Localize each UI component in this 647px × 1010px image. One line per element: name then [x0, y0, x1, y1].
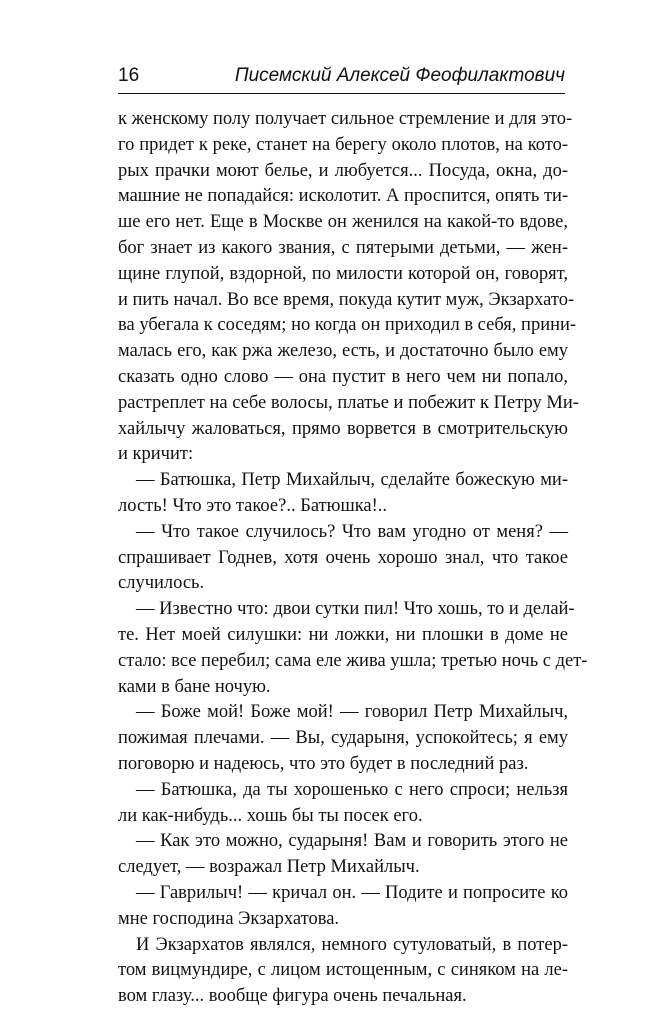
text-line: — Что такое случилось? Что вам угодно от меня? — — [136, 521, 568, 542]
text-line: хайлычу жаловаться, прямо ворвется в смотрительскую — [118, 418, 568, 439]
text-line: мне господина Экзархатова. — [118, 908, 340, 929]
page-number: 16 — [118, 65, 140, 86]
text-line: стало: все перебил; сама еле жива ушла; третью ночь с дет- — [118, 650, 588, 671]
text-line: случилось. — [118, 573, 205, 594]
text-line: и кричит: — [118, 444, 194, 465]
body-text — [118, 107, 588, 1010]
text-line: и пить начал. Во все время, покуда кутит муж, Экзархато- — [118, 289, 575, 310]
text-line: те. Нет моей силушки: ни ложки, ни плошки в доме не — [118, 624, 568, 645]
text-line: сказать одно слово — она пустит в него чем ни попало, — [118, 366, 568, 387]
text-line: лость! Что это такое?.. Батюшка!.. — [118, 495, 388, 516]
text-line: — Гаврилыч! — кричал он. — Подите и попросите ко — [136, 882, 568, 903]
text-line: ше его нет. Еще в Москве он женился на какой-то вдове, — [118, 212, 568, 233]
text-line: бог знает из какого звания, с пятерыми детьми, — жен- — [118, 237, 568, 258]
header-rule — [118, 93, 565, 94]
text-line: ками в бане ночую. — [118, 676, 271, 697]
text-line: щине глупой, вздорной, по милости которой он, говорят, — [118, 263, 568, 284]
running-header — [118, 64, 565, 90]
text-line: пожимая плечами. — Вы, сударыня, успокойтесь; я ему — [118, 728, 568, 749]
text-line: ва убегала к соседям; но когда он приходил в себя, прини- — [118, 315, 577, 336]
text-line: рых прачки моют белье, и любуется... Посуда, окна, до- — [118, 160, 568, 181]
text-line: спрашивает Годнев, хотя очень хорошо знал, что такое — [118, 547, 568, 568]
text-line: следует, — возражал Петр Михайлыч. — [118, 857, 420, 878]
text-line: — Батюшка, Петр Михайлыч, сделайте божескую ми- — [136, 470, 568, 491]
text-line: — Боже мой! Боже мой! — говорил Петр Михайлыч, — [136, 702, 568, 723]
text-line: ли как-нибудь... хошь бы ты посек его. — [118, 805, 423, 826]
text-line: — Как это можно, сударыня! Вам и говорить этого не — [136, 831, 568, 852]
text-line: И Экзархатов являлся, немного сутуловатый, в потер- — [136, 934, 568, 955]
text-line: го придет к реке, станет на берегу около плотов, на кото- — [118, 134, 568, 155]
text-line: том вицмундире, с лицом истощенным, с синяком на ле- — [118, 960, 568, 981]
text-line: поговорю и надеюсь, что это будет в последний раз. — [118, 753, 529, 774]
text-line: вом глазу... вообще фигура очень печальная. — [118, 986, 467, 1007]
running-title: Писемский Алексей Феофилактович — [234, 65, 565, 86]
text-line: машние не попадайся: исколотит. А проспится, опять ти- — [118, 186, 569, 207]
text-line: к женскому полу получает сильное стремление и для это- — [118, 109, 573, 129]
text-line: — Батюшка, да ты хорошенько с него спроси; нельзя — [136, 779, 568, 800]
text-line: растреплет на себе волосы, платье и побежит к Петру Ми- — [118, 392, 579, 413]
text-line: — Известно что: двои сутки пил! Что хошь, то и делай- — [136, 599, 575, 620]
text-line: малась его, как ржа железо, есть, и достаточно было ему — [118, 341, 568, 362]
